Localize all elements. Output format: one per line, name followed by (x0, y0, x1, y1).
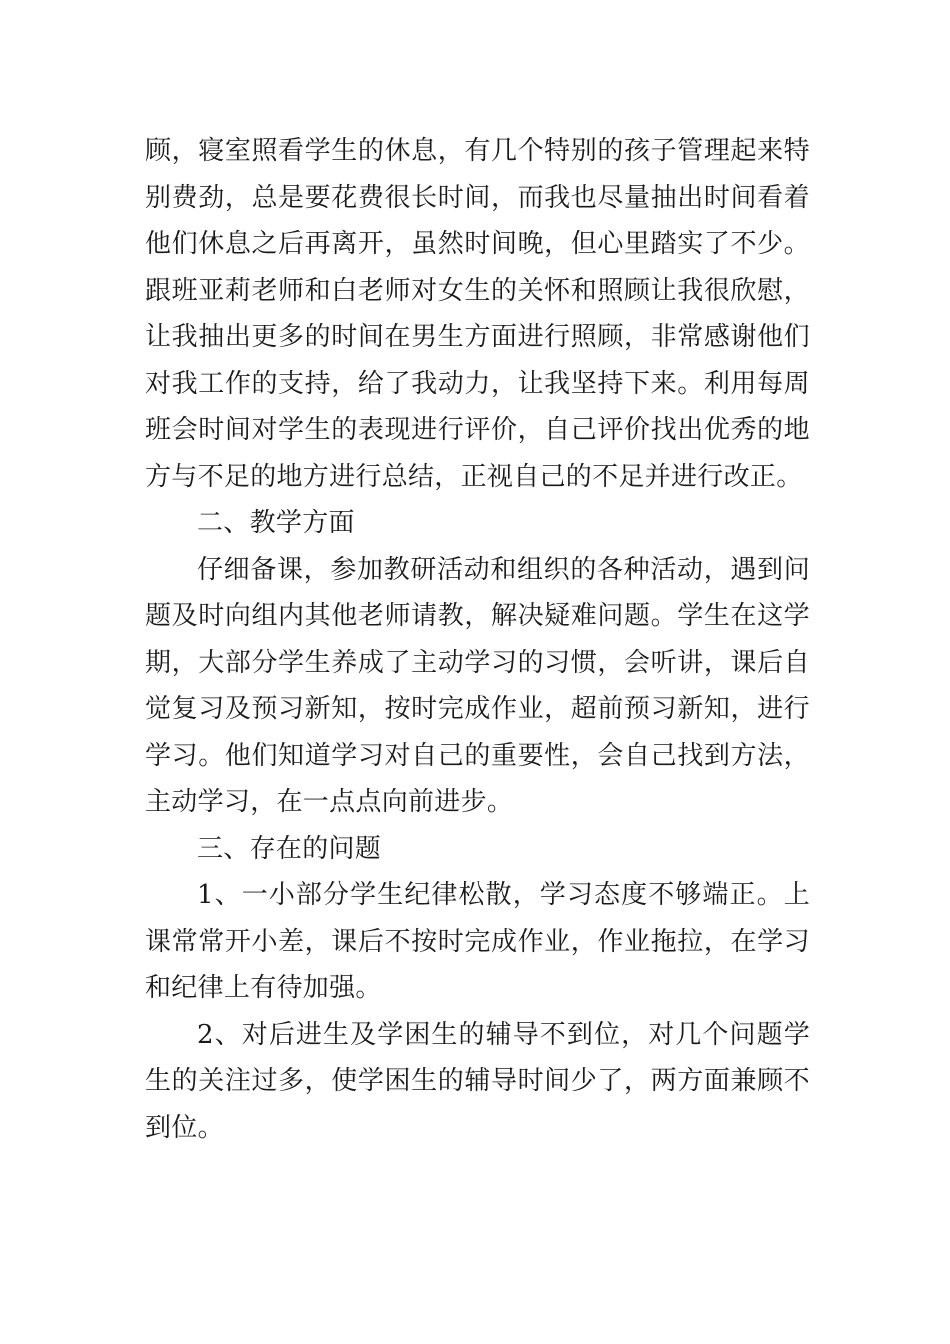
body-paragraph-2: 仔细备课，参加教研活动和组织的各种活动，遇到问题及时向组内其他老师请教，解决疑难问题。学生在这学期，大部分学生养成了主动学习的习惯，会听讲，课后自觉复习及预习新知，按时完成作业，超前预习新知，进行学习。他们知道学习对自己的重要性，会自己找到方法，主动学习，在一点点向前进步。 (145, 554, 810, 817)
body-paragraph-3: 1、一小部分学生纪律松散，学习态度不够端正。上课常常开小差，课后不按时完成作业，作业拖拉，在学习和纪律上有待加强。 (145, 880, 810, 1003)
document-body (145, 128, 810, 1151)
section-heading-teaching: 二、教学方面 (197, 508, 355, 538)
body-paragraph-1: 顾，寝室照看学生的休息，有几个特别的孩子管理起来特别费劲，总是要花费很长时间，而我也尽量抽出时间看着他们休息之后再离开，虽然时间晚，但心里踏实了不少。跟班亚莉老师和白老师对女生的关怀和照顾让我很欣慰，让我抽出更多的时间在男生方面进行照顾，非常感谢他们对我工作的支持，给了我动力，让我坚持下来。利用每周班会时间对学生的表现进行评价，自己评价找出优秀的地方与不足的地方进行总结，正视自己的不足并进行改正。 (145, 136, 810, 492)
body-paragraph-4: 2、对后进生及学困生的辅导不到位，对几个问题学生的关注过多，使学困生的辅导时间少了，两方面兼顾不到位。 (145, 1019, 810, 1143)
section-heading-problems: 三、存在的问题 (197, 833, 382, 864)
